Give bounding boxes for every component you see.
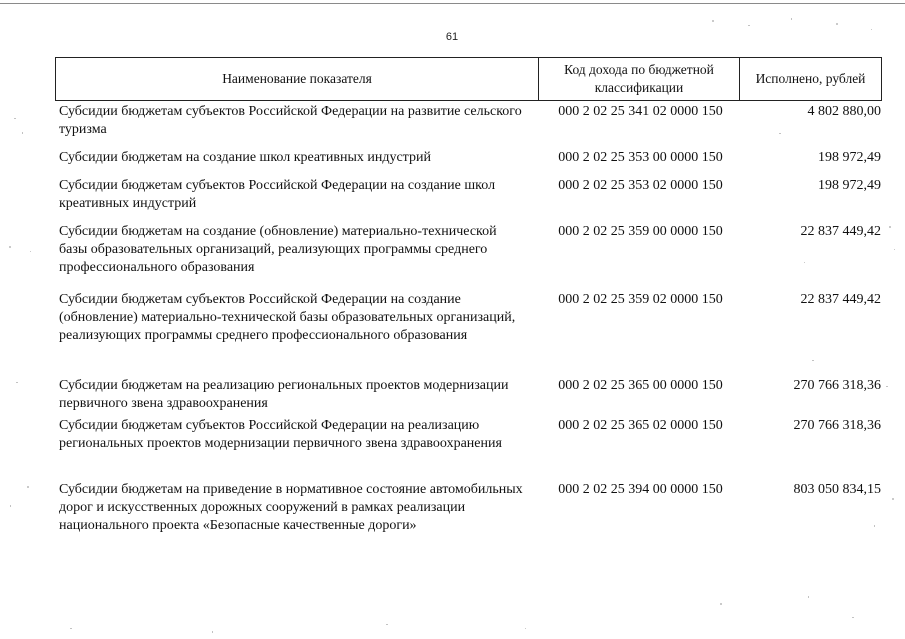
table-row: [55, 221, 882, 289]
page-number: 61: [445, 31, 459, 43]
table-header: [55, 57, 882, 101]
row-executed-amount: 198 972,49: [818, 150, 881, 165]
row-income-code: 000 2 02 25 365 00 0000 150: [558, 378, 723, 393]
row-executed-amount: 270 766 318,36: [793, 378, 881, 393]
table-body: [55, 101, 882, 561]
row-executed-amount: 270 766 318,36: [793, 418, 881, 433]
header-indicator-name: Наименование показателя: [222, 71, 372, 86]
table-row: [55, 479, 882, 561]
row-income-code: 000 2 02 25 394 00 0000 150: [558, 482, 723, 497]
table-row: [55, 289, 882, 375]
row-indicator-name: Субсидии бюджетам субъектов Российской Федерации на создание (обновление) материально-технической базы образовательных организаций, реализующих программы среднего профессионального образования: [59, 292, 516, 343]
row-executed-amount: 803 050 834,15: [793, 482, 881, 497]
table-row: [55, 101, 882, 147]
revenue-table: [55, 57, 882, 561]
row-indicator-name: Субсидии бюджетам на приведение в нормативное состояние автомобильных дорог и искусственных дорожных сооружений в рамках реализации национального проекта «Безопасные качественные дороги»: [59, 482, 523, 533]
row-indicator-name: Субсидии бюджетам субъектов Российской Федерации на создание школ креативных индустрий: [59, 178, 496, 211]
table-row: [55, 175, 882, 221]
row-indicator-name: Субсидии бюджетам субъектов Российской Федерации на развитие сельского туризма: [59, 104, 522, 137]
table-row: [55, 415, 882, 479]
row-income-code: 000 2 02 25 359 00 0000 150: [558, 224, 723, 239]
row-indicator-name: Субсидии бюджетам на создание (обновление) материально-технической базы образовательных организаций, реализующих программы среднего профессионального образования: [59, 224, 497, 275]
top-border-line: [0, 3, 905, 4]
row-indicator-name: Субсидии бюджетам на реализацию региональных проектов модернизации первичного звена здравоохранения: [59, 378, 509, 411]
row-income-code: 000 2 02 25 359 02 0000 150: [558, 292, 723, 307]
row-executed-amount: 4 802 880,00: [807, 104, 881, 119]
row-income-code: 000 2 02 25 365 02 0000 150: [558, 418, 723, 433]
row-executed-amount: 198 972,49: [818, 178, 881, 193]
header-income-code: Код дохода по бюджетной классификации: [538, 58, 739, 100]
header-executed-amount: Исполнено, рублей: [739, 58, 881, 100]
table-row: [55, 147, 882, 175]
row-income-code: 000 2 02 25 353 02 0000 150: [558, 178, 723, 193]
row-income-code: 000 2 02 25 341 02 0000 150: [558, 104, 723, 119]
table-row: [55, 375, 882, 415]
row-income-code: 000 2 02 25 353 00 0000 150: [558, 150, 723, 165]
row-executed-amount: 22 837 449,42: [800, 224, 881, 239]
row-indicator-name: Субсидии бюджетам субъектов Российской Федерации на реализацию региональных проектов модернизации первичного звена здравоохранения: [59, 418, 502, 451]
row-indicator-name: Субсидии бюджетам на создание школ креативных индустрий: [59, 150, 431, 165]
row-executed-amount: 22 837 449,42: [800, 292, 881, 307]
